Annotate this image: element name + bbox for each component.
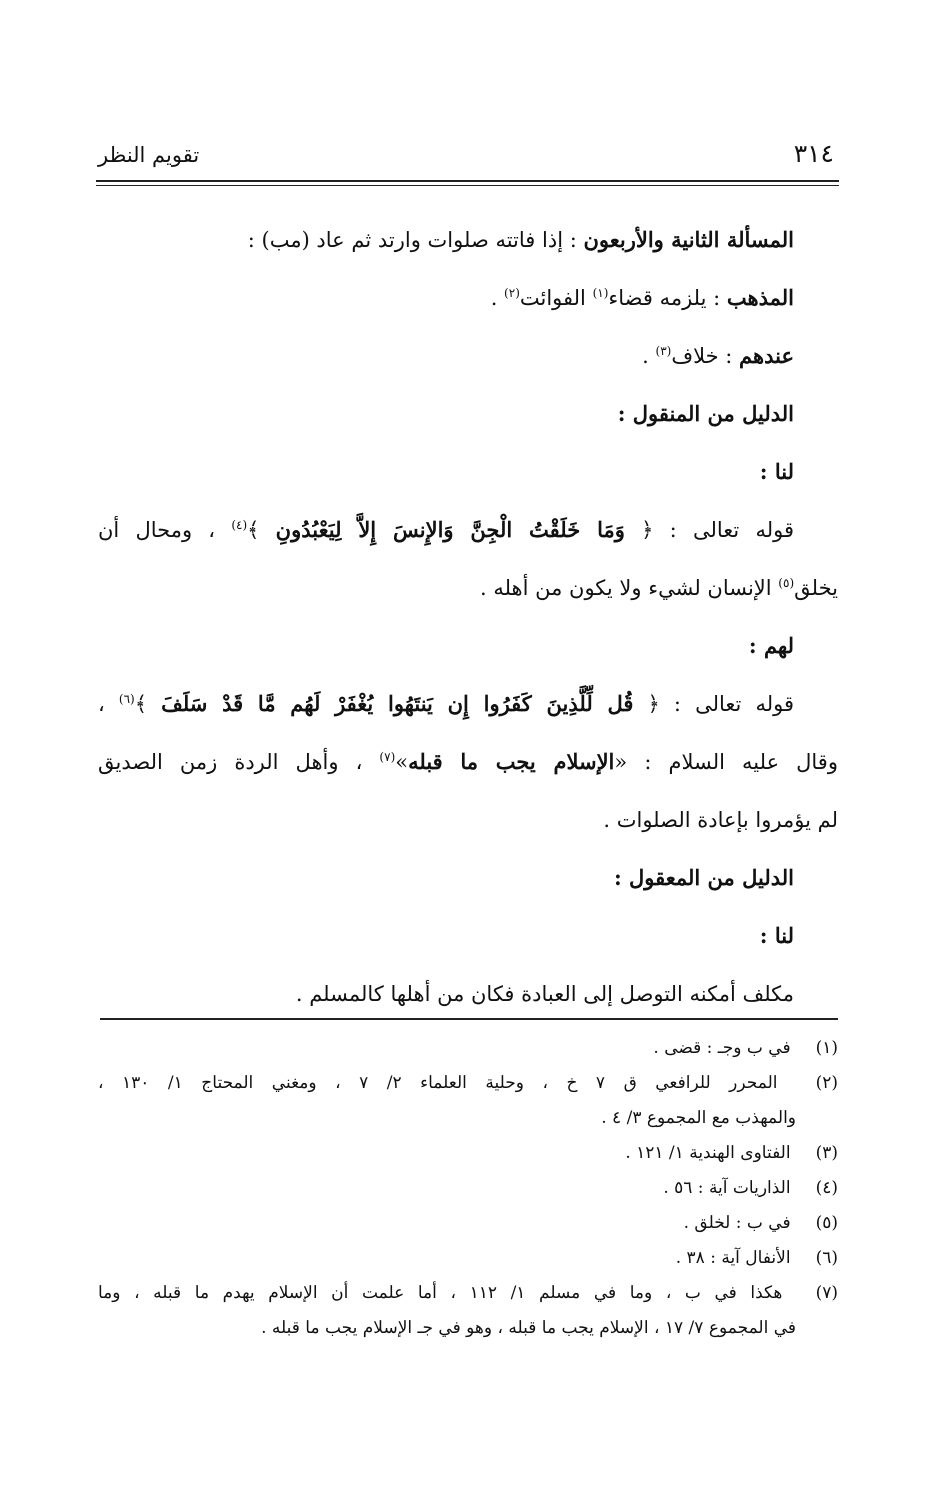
indahum-line bbox=[98, 327, 838, 385]
footnote-7-continuation: في المجموع ٧/ ١٧ ، الإسلام يجب ما قبله ، وهو في جـ الإسلام يجب ما قبله . bbox=[261, 1318, 796, 1338]
verse-continuation-line bbox=[98, 559, 838, 617]
madhhab-text-b: الفوائت bbox=[519, 286, 593, 310]
hadith-continuation-line: لم يؤمروا بإعادة الصلوات . bbox=[603, 808, 838, 832]
madhhab-text-a: : يلزمه قضاء bbox=[608, 286, 727, 310]
madhhab-line bbox=[98, 269, 838, 327]
verse-line-2 bbox=[98, 675, 838, 733]
verse-after-2: ، bbox=[98, 692, 119, 716]
footnote-number: (٧) bbox=[815, 1283, 838, 1303]
lahum-heading: لهم : bbox=[748, 633, 794, 658]
lana-heading-2: لنا : bbox=[759, 923, 794, 948]
footnote-number: (٤) bbox=[815, 1178, 838, 1198]
footnote-ref-4: (٤) bbox=[231, 518, 248, 532]
footnote-3 bbox=[98, 1136, 838, 1171]
footnote-text: في ب : لخلق . bbox=[683, 1213, 791, 1233]
footnote-ref-3: (٣) bbox=[655, 344, 672, 358]
lana-heading-1: لنا : bbox=[759, 459, 794, 484]
continuation-b: الإنسان لشيء ولا يكون من أهله . bbox=[479, 576, 779, 600]
footnote-number: (٥) bbox=[815, 1213, 838, 1233]
madhhab-label: المذهب bbox=[726, 285, 794, 310]
hadith-after: ، وأهل الردة زمن الصديق bbox=[98, 750, 380, 774]
indahum-label: عندهم bbox=[739, 343, 794, 368]
verse-intro-2: قوله تعالى : ﴿ bbox=[633, 692, 794, 716]
footnote-number: (٢) bbox=[815, 1073, 838, 1093]
footnote-5 bbox=[98, 1206, 838, 1241]
page-number: ٣١٤ bbox=[793, 139, 834, 168]
hadith-close: » bbox=[395, 750, 409, 774]
verse-close-2: ﴾ bbox=[134, 692, 162, 716]
footnote-2 bbox=[98, 1066, 838, 1101]
header-rule-thin bbox=[96, 185, 839, 186]
transmitted-evidence-heading: الدليل من المنقول : bbox=[617, 401, 794, 426]
indahum-text-a: : خلاف bbox=[671, 344, 740, 368]
continuation-a: يخلق bbox=[794, 576, 838, 600]
footnotes bbox=[98, 1031, 838, 1346]
footnote-ref-2: (٢) bbox=[504, 286, 520, 300]
hadith-quote: الإسلام يجب ما قبله bbox=[408, 749, 615, 774]
footnote-text: في ب وجـ : قضى . bbox=[653, 1038, 791, 1058]
indahum-text-b: . bbox=[642, 344, 656, 368]
verse-line-1 bbox=[98, 501, 838, 559]
footnote-text: الأنفال آية : ٣٨ . bbox=[675, 1248, 791, 1268]
footnote-ref-5: (٥) bbox=[778, 576, 795, 590]
footnote-number: (٦) bbox=[815, 1248, 838, 1268]
issue-title: المسألة الثانية والأربعون bbox=[583, 227, 794, 252]
footnote-text: الذاريات آية : ٥٦ . bbox=[663, 1178, 791, 1198]
hadith-intro: وقال عليه السلام : « bbox=[614, 750, 838, 774]
quran-verse-2: قُل لِّلَّذِينَ كَفَرُوا إِن يَنتَهُوا يُغْفَرْ لَهُم مَّا قَدْ سَلَفَ bbox=[161, 691, 634, 716]
footnote-separator bbox=[100, 1018, 838, 1020]
footnote-4 bbox=[98, 1171, 838, 1206]
footnote-text: المحرر للرافعي ق ٧ خ ، وحلية العلماء ٢/ ٧ ، ومغني المحتاج ١/ ١٣٠ ، bbox=[98, 1073, 778, 1093]
footnote-ref-6: (٦) bbox=[118, 692, 135, 706]
issue-question: : إذا فاتته صلوات وارتد ثم عاد (مب) : bbox=[247, 228, 584, 252]
footnote-7 bbox=[98, 1276, 838, 1311]
verse-after-1: ، ومحال أن bbox=[98, 518, 232, 542]
footnote-1 bbox=[98, 1031, 838, 1066]
verse-close-1: ﴾ bbox=[247, 518, 276, 542]
footnote-text: هكذا في ب ، وما في مسلم ١/ ١١٢ ، أما علمت أن الإسلام يهدم ما قبله ، وما bbox=[98, 1283, 783, 1303]
rational-evidence-heading: الدليل من المعقول : bbox=[613, 865, 794, 890]
footnote-6 bbox=[98, 1241, 838, 1276]
footnote-text: الفتاوى الهندية ١/ ١٢١ . bbox=[625, 1143, 791, 1163]
running-header-title: تقويم النظر bbox=[98, 143, 200, 167]
footnote-number: (٣) bbox=[815, 1143, 838, 1163]
issue-heading-line bbox=[98, 211, 838, 269]
footnote-ref-1: (١) bbox=[592, 286, 609, 300]
madhhab-text-c: . bbox=[490, 286, 505, 310]
verse-intro-1: قوله تعالى : ﴿ bbox=[624, 518, 794, 542]
footnote-number: (١) bbox=[815, 1038, 838, 1058]
hadith-line bbox=[98, 733, 838, 791]
footnote-ref-7: (٧) bbox=[379, 750, 396, 764]
main-text bbox=[98, 211, 838, 1023]
rational-argument-line: مكلف أمكنه التوصل إلى العبادة فكان من أهلها كالمسلم . bbox=[295, 982, 794, 1006]
header-rule-thick bbox=[96, 180, 839, 182]
quran-verse-1: وَمَا خَلَقْتُ الْجِنَّ وَالإِنسَ إِلاَّ لِيَعْبُدُونِ bbox=[275, 517, 625, 542]
footnote-2-continuation: والمهذب مع المجموع ٣/ ٤ . bbox=[601, 1108, 796, 1128]
